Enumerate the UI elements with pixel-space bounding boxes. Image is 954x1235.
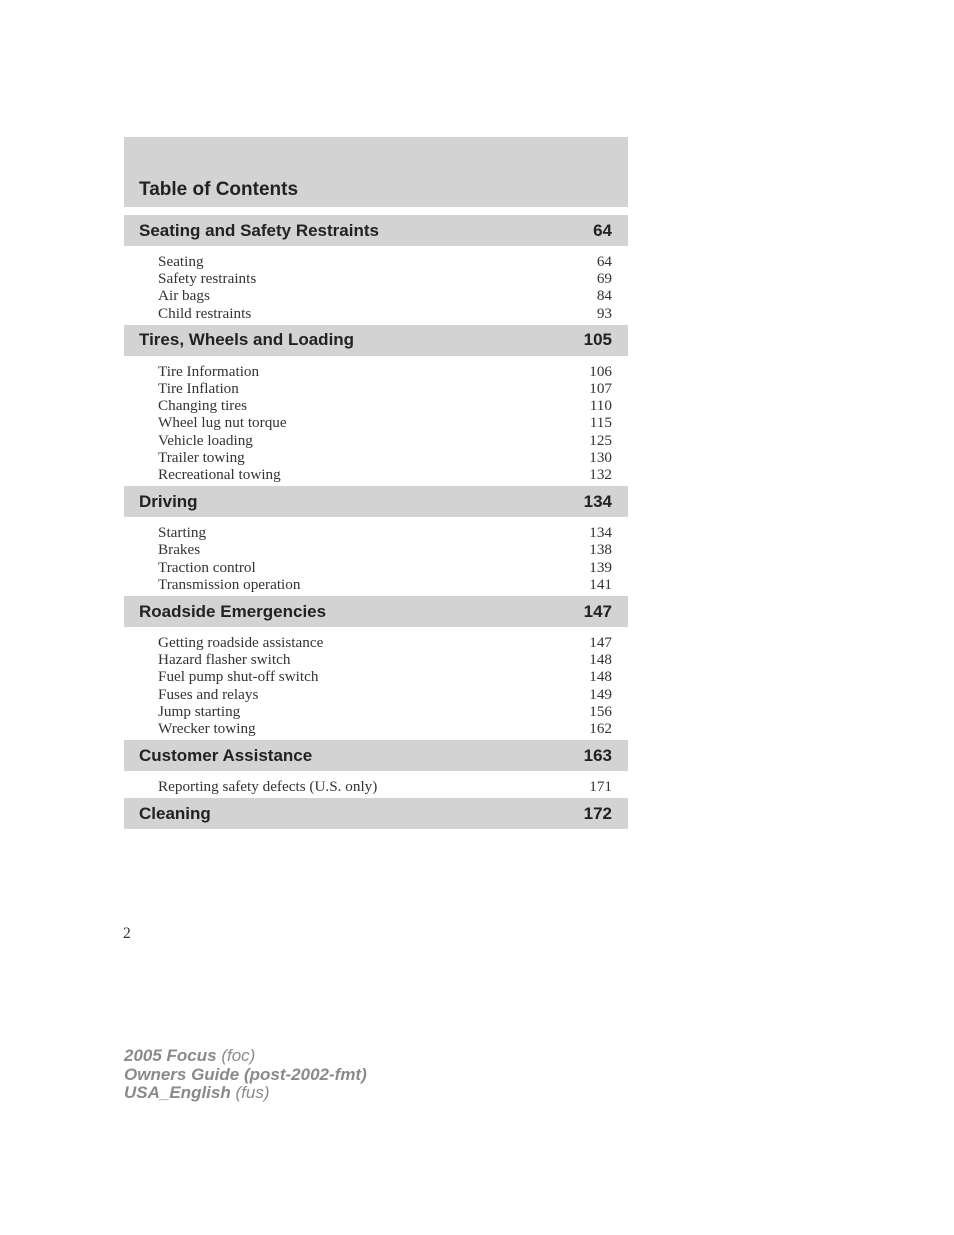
footer-market: USA_English xyxy=(124,1083,231,1102)
entry-page: 162 xyxy=(589,720,612,738)
toc-entry xyxy=(158,720,612,737)
toc-title: Table of Contents xyxy=(139,179,299,200)
entry-label: Tire Inflation xyxy=(158,380,239,398)
entry-label: Vehicle loading xyxy=(158,431,253,449)
section-page: 134 xyxy=(583,491,612,511)
toc-entry xyxy=(158,778,612,795)
document-footer xyxy=(124,1047,367,1103)
table-of-contents xyxy=(124,137,628,829)
toc-entry xyxy=(158,363,612,380)
entry-label: Child restraints xyxy=(158,304,252,322)
entry-label: Jump starting xyxy=(158,702,241,720)
section-page: 105 xyxy=(583,330,612,350)
section-title: Cleaning xyxy=(139,803,211,823)
toc-subsection-list xyxy=(124,517,628,596)
toc-entry xyxy=(158,414,612,431)
entry-label: Air bags xyxy=(158,287,210,305)
entry-page: 147 xyxy=(589,634,612,652)
footer-guide: Owners Guide (post-2002-fmt) xyxy=(124,1064,367,1084)
section-title: Driving xyxy=(139,491,198,511)
entry-page: 139 xyxy=(589,558,612,576)
entry-label: Wrecker towing xyxy=(158,720,256,738)
entry-label: Hazard flasher switch xyxy=(158,651,291,669)
entry-label: Starting xyxy=(158,524,207,542)
toc-section-heading xyxy=(124,215,628,246)
entry-page: 125 xyxy=(589,431,612,449)
entry-page: 132 xyxy=(589,466,612,484)
footer-model: 2005 Focus xyxy=(124,1046,217,1065)
toc-entry xyxy=(158,651,612,668)
entry-page: 115 xyxy=(589,414,612,432)
toc-entry xyxy=(158,634,612,651)
toc-subsection-list xyxy=(124,246,628,325)
toc-entry xyxy=(158,668,612,685)
toc-sections xyxy=(124,215,628,829)
footer-model-line xyxy=(124,1047,367,1066)
entry-label: Changing tires xyxy=(158,397,248,415)
toc-section-heading xyxy=(124,798,628,829)
footer-market-line xyxy=(124,1084,367,1103)
toc-header xyxy=(124,137,628,207)
section-page: 64 xyxy=(593,220,612,240)
section-page: 163 xyxy=(583,745,612,765)
toc-entry xyxy=(158,559,612,576)
entry-label: Safety restraints xyxy=(158,270,257,288)
section-page: 172 xyxy=(583,803,612,823)
toc-entry xyxy=(158,686,612,703)
entry-page: 110 xyxy=(589,397,612,415)
toc-subsection-list xyxy=(124,627,628,740)
toc-entry xyxy=(158,541,612,558)
entry-page: 130 xyxy=(589,448,612,466)
entry-page: 148 xyxy=(589,651,612,669)
entry-label: Brakes xyxy=(158,541,201,559)
section-title: Seating and Safety Restraints xyxy=(139,220,379,240)
entry-label: Reporting safety defects (U.S. only) xyxy=(158,778,378,796)
entry-label: Trailer towing xyxy=(158,448,245,466)
toc-entry xyxy=(158,380,612,397)
entry-page: 64 xyxy=(596,253,612,270)
toc-section-heading xyxy=(124,740,628,771)
toc-entry xyxy=(158,253,612,270)
toc-entry xyxy=(158,449,612,466)
entry-page: 171 xyxy=(589,778,612,796)
entry-label: Seating xyxy=(158,253,204,270)
entry-page: 93 xyxy=(596,304,612,322)
entry-label: Fuel pump shut-off switch xyxy=(158,668,319,686)
toc-entry xyxy=(158,305,612,322)
entry-page: 107 xyxy=(589,380,612,398)
toc-entry xyxy=(158,270,612,287)
toc-entry xyxy=(158,397,612,414)
section-title: Tires, Wheels and Loading xyxy=(139,330,355,350)
entry-page: 84 xyxy=(596,287,612,305)
toc-subsection-list xyxy=(124,771,628,798)
footer-market-code: (fus) xyxy=(235,1083,270,1102)
entry-page: 141 xyxy=(589,575,612,593)
entry-page: 106 xyxy=(589,362,612,380)
toc-section-heading xyxy=(124,596,628,627)
toc-entry xyxy=(158,466,612,483)
toc-entry xyxy=(158,524,612,541)
entry-page: 149 xyxy=(589,685,612,703)
entry-page: 134 xyxy=(589,524,612,542)
entry-page: 148 xyxy=(589,668,612,686)
toc-entry xyxy=(158,432,612,449)
entry-label: Fuses and relays xyxy=(158,685,259,703)
entry-page: 69 xyxy=(596,270,612,288)
entry-label: Getting roadside assistance xyxy=(158,634,324,652)
toc-subsection-list xyxy=(124,356,628,486)
section-page: 147 xyxy=(583,601,612,621)
entry-page: 138 xyxy=(589,541,612,559)
footer-model-code: (foc) xyxy=(221,1046,256,1065)
section-title: Customer Assistance xyxy=(139,745,313,765)
toc-entry xyxy=(158,576,612,593)
toc-entry xyxy=(158,703,612,720)
toc-section-heading xyxy=(124,486,628,517)
page-number: 2 xyxy=(123,925,131,942)
entry-page: 156 xyxy=(589,702,612,720)
entry-label: Transmission operation xyxy=(158,575,301,593)
entry-label: Tire Information xyxy=(158,362,260,380)
toc-entry xyxy=(158,287,612,304)
entry-label: Recreational towing xyxy=(158,466,281,484)
toc-section-heading xyxy=(124,325,628,356)
entry-label: Traction control xyxy=(158,558,256,576)
section-title: Roadside Emergencies xyxy=(139,601,327,621)
entry-label: Wheel lug nut torque xyxy=(158,414,287,432)
footer-guide-line xyxy=(124,1066,367,1085)
